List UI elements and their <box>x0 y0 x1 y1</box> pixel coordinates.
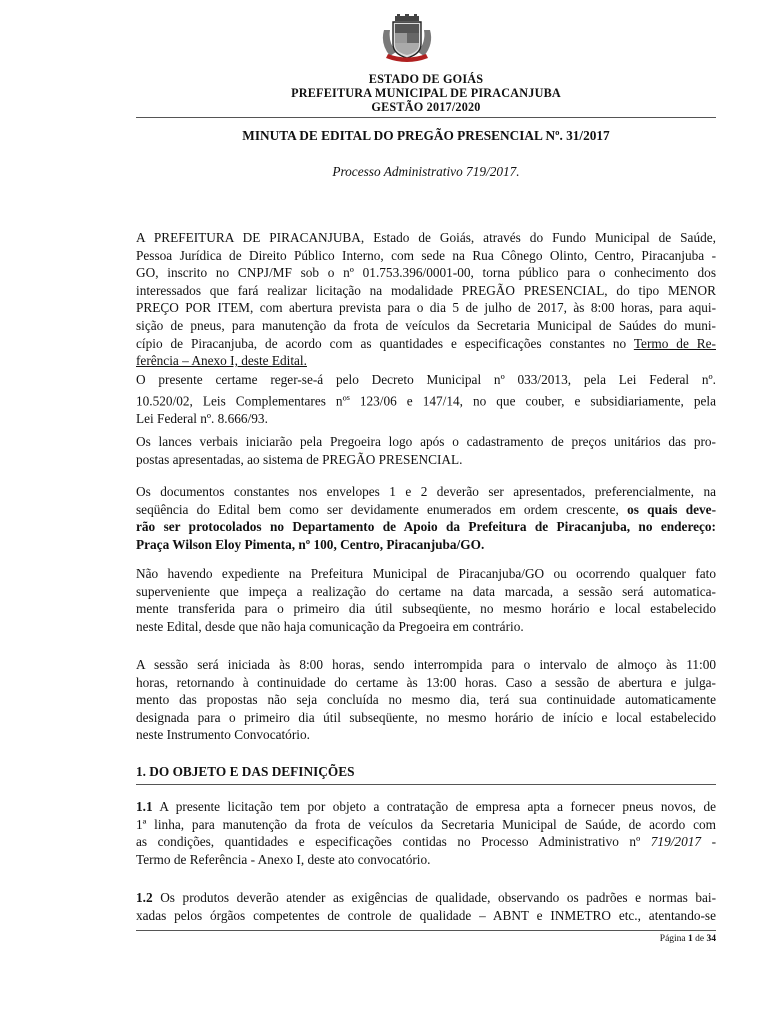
documents-address: Praça Wilson Eloy Pimenta, nº 100, Centro, Piracanjuba/GO. <box>136 536 485 552</box>
clause-text: - <box>711 834 717 850</box>
clause-number: 1.2 <box>136 890 153 905</box>
page-of: de <box>695 934 705 944</box>
legal-text: 123/06 e 147/14, no que couber, e subsidiariamente, pela <box>359 393 716 409</box>
clause-text: as condições, quantidades e especificações contidas no Processo Administrativo nº <box>136 834 641 850</box>
documents-line: rão ser protocolados no Departamento de Apoio da Prefeitura de Piracanjuba, no endereço: <box>136 519 716 535</box>
header-divider <box>136 117 716 118</box>
clause-line <box>136 833 716 851</box>
no-session-line: Não havendo expediente na Prefeitura Municipal de Piracanjuba/GO ou ocorrendo qualquer fato <box>136 566 716 581</box>
documents-line <box>136 501 716 519</box>
intro-paragraph <box>136 229 716 370</box>
header-term: GESTÃO 2017/2020 <box>371 100 481 114</box>
bids-line: Os lances verbais iniciarão pela Pregoeira logo após o cadastramento de preços unitários das pro- <box>136 434 716 449</box>
no-session-line: mente transferida para o primeiro dia útil subseqüente, no mesmo horário e local estabelecido <box>136 601 716 617</box>
documents-text: seqüência do Edital bem como ser devidamente enumerados em ordem crescente, <box>136 501 619 517</box>
header-municipality: PREFEITURA MUNICIPAL DE PIRACANJUBA <box>291 86 561 100</box>
clause-number: 1.1 <box>136 799 153 814</box>
no-session-paragraph <box>136 565 716 635</box>
no-session-line: superveniente que impeça a realização do certame na data marcada, a sessão será automatica- <box>136 583 716 599</box>
bids-paragraph <box>136 433 716 468</box>
clause-process-number: 719/2017 <box>650 834 702 850</box>
intro-line: sição de pneus, para manutenção da frota de veículos da Secretaria Municipal de Saúdes do muni- <box>136 317 716 333</box>
bids-line: postas apresentadas, ao sistema de PREGÃO PRESENCIAL. <box>136 451 463 467</box>
legal-line: Lei Federal nº. 8.666/93. <box>136 410 268 426</box>
clause-line: xadas pelos órgãos competentes de controle de qualidade – ABNT e INMETRO etc., atentando-se <box>136 907 716 923</box>
clause-line: Termo de Referência - Anexo I, deste ato convocatório. <box>136 851 431 867</box>
documents-paragraph <box>136 483 716 553</box>
header-state: ESTADO DE GOIÁS <box>368 72 484 86</box>
intro-line <box>136 335 716 353</box>
intro-text: cípio de Piracanjuba, de acordo com as quantidades e especificações constantes no <box>136 335 627 351</box>
section-divider <box>136 784 716 785</box>
clause-line <box>136 798 716 816</box>
clause-1-2 <box>136 889 716 924</box>
session-line: designada para o primeiro dia útil subseqüente, no mesmo horário de início e local estabelecido <box>136 709 716 725</box>
session-line: neste Instrumento Convocatório. <box>136 727 310 743</box>
documents-line: Os documentos constantes nos envelopes 1 e 2 deverão ser apresentados, preferencialmente, na <box>136 484 716 499</box>
intro-line: Pessoa Jurídica de Direito Público Interno, com sede na Rua Cônego Olinto, Centro, Piracanjuba - <box>136 247 716 263</box>
superscript: s <box>346 392 350 402</box>
legal-line: O presente certame reger-se-á pelo Decreto Municipal nº 033/2013, pela Lei Federal nº. <box>136 372 716 387</box>
clause-line: 1ª linha, para manutenção da frota de veículos da Secretaria Municipal de Saúde, de acordo com <box>136 816 716 832</box>
clause-1-1 <box>136 798 716 868</box>
session-line: A sessão será iniciada às 8:00 horas, sendo interrompida para o intervalo de almoço às 11:00 <box>136 657 716 672</box>
no-session-line: neste Edital, desde que não haja comunicação da Pregoeira em contrário. <box>136 618 524 634</box>
section-heading: 1. DO OBJETO E DAS DEFINIÇÕES <box>136 764 355 779</box>
intro-line: interessados que fará realizar licitação na modalidade PREGÃO PRESENCIAL, do tipo MENOR <box>136 282 716 298</box>
legal-line <box>136 389 716 410</box>
intro-line: GO, inscrito no CNPJ/MF sob o nº 01.753.396/0001-00, torna público para o conhecimento dos <box>136 265 716 281</box>
municipal-coat-of-arms <box>378 14 436 66</box>
documents-bold-text: os quais deve- <box>627 501 716 517</box>
page-footer <box>136 934 716 944</box>
annex-reference-link: Termo de Re- <box>633 335 716 351</box>
page-label: Página <box>659 934 686 944</box>
document-header <box>136 72 716 114</box>
intro-line: A PREFEITURA DE PIRACANJUBA, Estado de Goiás, através do Fundo Municipal de Saúde, <box>136 230 716 245</box>
session-line: mento das propostas não seja concluída no mesmo dia, terá sua continuidade automaticamente <box>136 692 716 708</box>
document-title: MINUTA DE EDITAL DO PREGÃO PRESENCIAL Nº. 31/2017 <box>242 128 610 143</box>
process-number: Processo Administrativo 719/2017. <box>332 164 520 179</box>
clause-text: A presente licitação tem por objeto a contratação de empresa apta a fornecer pneus novos, de <box>159 799 716 814</box>
clause-line <box>136 889 716 907</box>
page-total: 34 <box>706 934 716 944</box>
clause-text: Os produtos deverão atender as exigências de qualidade, observando os padrões e normas bai- <box>160 890 717 905</box>
intro-line: PREÇO POR ITEM, com abertura prevista para o dia 5 de julho de 2017, às 8:00 horas, para aqui- <box>136 300 716 316</box>
page-number: 1 <box>688 934 693 944</box>
intro-line <box>136 352 716 370</box>
session-line: horas, retornando à continuidade do certame às 13:00 horas. Caso a sessão de abertura e julga- <box>136 674 716 690</box>
annex-reference-link: ferência – Anexo I, deste Edital. <box>136 353 307 369</box>
legal-basis-paragraph <box>136 371 716 427</box>
legal-text: 10.520/02, Leis Complementares nº <box>136 393 347 409</box>
session-paragraph <box>136 656 716 744</box>
footer-divider <box>136 930 716 931</box>
